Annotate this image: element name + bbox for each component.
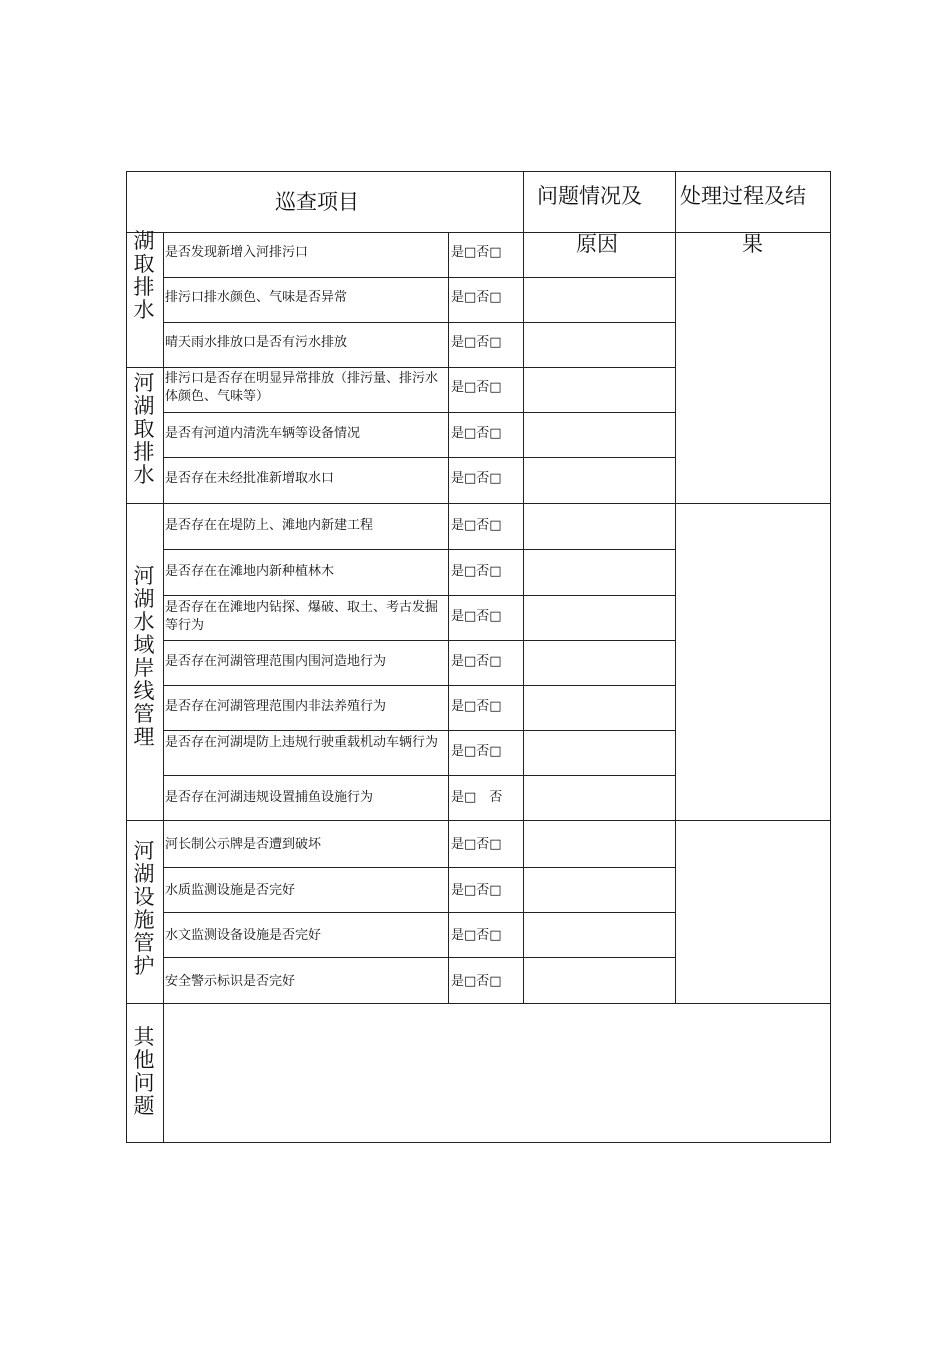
yes-no-checkbox[interactable]: 是□否□ [451,245,502,260]
table-border-right [830,171,831,1143]
other-issues-field[interactable] [164,1004,830,1142]
row-line [163,322,676,323]
row-line [163,412,676,413]
process-column-divider [675,171,676,1004]
header-divider [126,232,831,233]
row-item-text: 是否存在未经批准新增取水口 [165,471,335,486]
yes-no-checkbox[interactable]: 是□否□ [451,928,502,943]
row-line [163,277,676,278]
row-item-text: 是否存在河湖管理范围内围河造地行为 [165,654,387,669]
yes-no-checkbox[interactable]: 是□否□ [451,744,502,759]
table-border-top [126,171,831,172]
table-border-left [126,171,127,1143]
yes-no-checkbox[interactable]: 是□ 否 [451,790,503,805]
yes-no-checkbox[interactable]: 是□否□ [451,974,502,989]
problem-column-divider [523,171,524,1004]
table-border-bottom [126,1142,831,1143]
row-line [163,957,676,958]
category-label: 河湖水域岸线管理 [133,564,155,749]
row-item-text: 是否有河道内清洗车辆等设备情况 [165,426,361,441]
header-item-label: 巡查项目 [275,190,359,214]
yes-no-checkbox[interactable]: 是□否□ [451,335,502,350]
header-process-label-line1: 处理过程及结 [680,184,806,208]
category-label: 湖取排水 [133,229,155,322]
yes-no-checkbox[interactable]: 是□否□ [451,609,502,624]
yes-no-checkbox[interactable]: 是□否□ [451,837,502,852]
row-line [163,912,676,913]
section-line [126,820,831,821]
yes-no-checkbox[interactable]: 是□否□ [451,699,502,714]
row-line [163,457,676,458]
row-line [163,730,676,731]
row-item-text: 是否存在在滩地内新种植林木 [165,564,335,579]
row-line [163,775,676,776]
row-item-text: 水文监测设备设施是否完好 [165,928,322,943]
row-line [163,595,676,596]
row-line [163,867,676,868]
yes-no-checkbox[interactable]: 是□否□ [451,380,502,395]
header-problem-label-line2: 原因 [576,232,618,256]
header-problem-label-line1: 问题情况及 [537,184,642,208]
row-line [163,640,676,641]
row-item-text: 排污口是否存在明显异常排放（排污量、排污水体颜色、气味等） [165,371,439,404]
row-item-text: 是否存在河湖违规设置捕鱼设施行为 [165,790,374,805]
row-line [163,685,676,686]
row-item-text: 水质监测设施是否完好 [165,883,296,898]
yes-no-checkbox[interactable]: 是□否□ [451,883,502,898]
row-item-text: 是否发现新增入河排污口 [165,245,309,260]
yes-no-checkbox[interactable]: 是□否□ [451,564,502,579]
row-item-text: 是否存在在滩地内钻探、爆破、取土、考古发掘等行为 [165,600,439,633]
row-item-text: 安全警示标识是否完好 [165,974,296,989]
category-label: 河湖取排水 [133,371,155,487]
row-item-text: 是否存在河湖堤防上违规行驶重载机动车辆行为 [165,735,439,750]
header-process-label-line2: 果 [742,232,763,256]
row-item-text: 排污口排水颜色、气味是否异常 [165,290,348,305]
section-line [126,503,831,504]
yes-no-checkbox[interactable]: 是□否□ [451,654,502,669]
yes-no-checkbox[interactable]: 是□否□ [451,426,502,441]
section-line [126,367,676,368]
answer-column-divider [448,232,449,1004]
row-line [163,549,676,550]
row-item-text: 是否存在在堤防上、滩地内新建工程 [165,518,374,533]
yes-no-checkbox[interactable]: 是□否□ [451,290,502,305]
yes-no-checkbox[interactable]: 是□否□ [451,471,502,486]
row-item-text: 是否存在河湖管理范围内非法养殖行为 [165,699,387,714]
row-item-text: 河长制公示牌是否遭到破坏 [165,837,322,852]
category-label: 河湖设施管护 [133,839,155,978]
row-item-text: 晴天雨水排放口是否有污水排放 [165,335,348,350]
yes-no-checkbox[interactable]: 是□否□ [451,518,502,533]
category-label: 其他问题 [133,1025,155,1118]
